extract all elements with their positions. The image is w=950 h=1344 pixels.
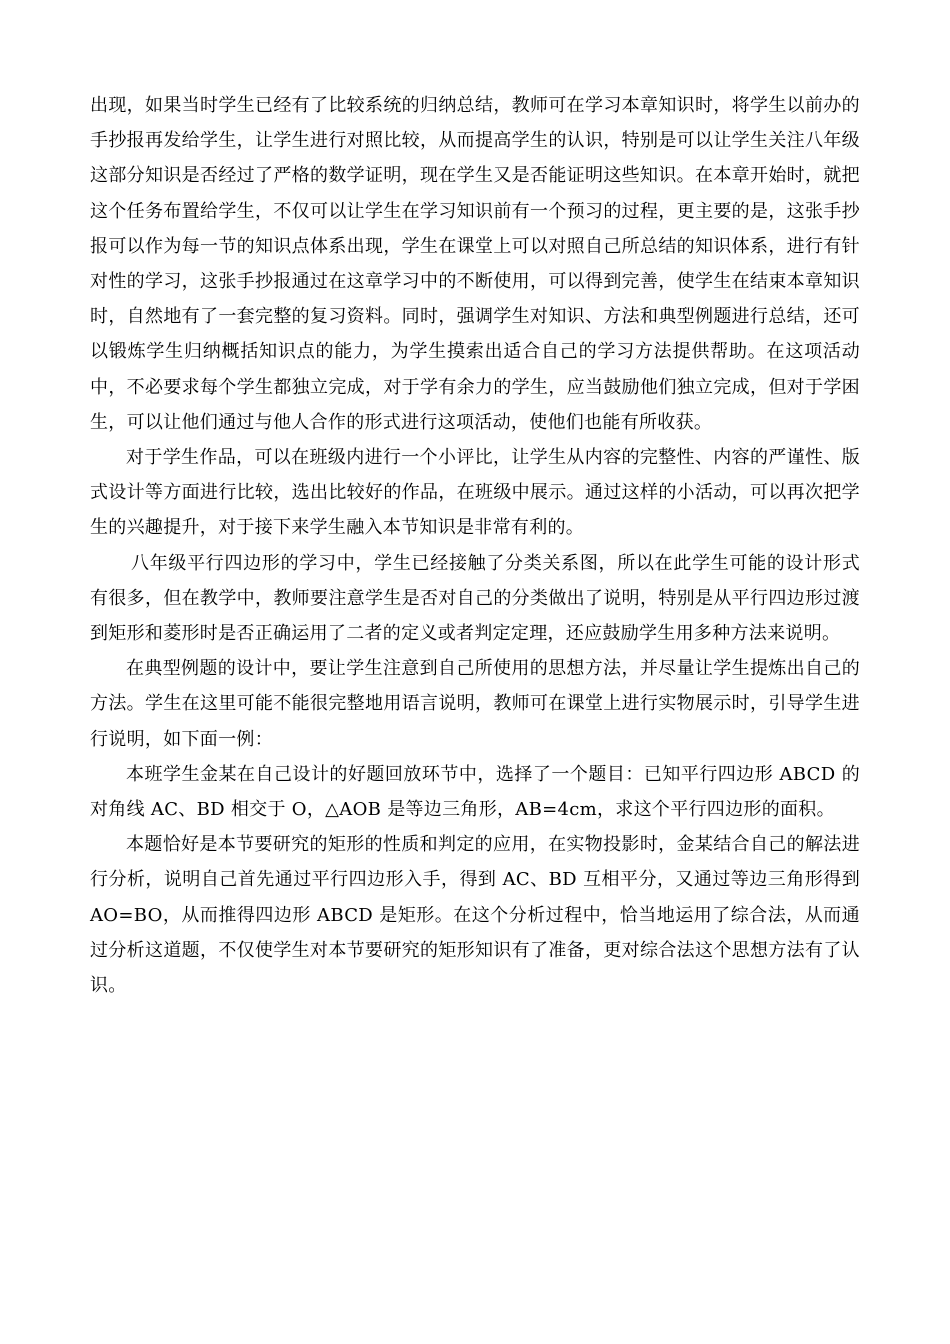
paragraph-problem-analysis: 本题恰好是本节要研究的矩形的性质和判定的应用，在实物投影时，金某结合自己的解法进行分析，说明自己首先通过平行四边形入手，得到 AC、BD 互相平分，又通过等边三角形得到 AO=BO，从而推得四边形 ABCD 是矩形。在这个分析过程中，恰当地运用了综合法，从而通过分析这道题，不仅使学生对本节要研究的矩形知识有了准备，更对综合法这个思想方法有了认识。	[90, 834, 860, 997]
paragraph-example-problem: 本班学生金某在自己设计的好题回放环节中，选择了一个题目：已知平行四边形 ABCD 的对角线 AC、BD 相交于 O，△AOB 是等边三角形，AB=4cm，求这个平行四边形的面积。	[90, 763, 860, 821]
document-page	[90, 88, 860, 1003]
paragraph-handout-review: 出现，如果当时学生已经有了比较系统的归纳总结，教师可在学习本章知识时，将学生以前办的手抄报再发给学生，让学生进行对照比较，从而提高学生的认识，特别是可以让学生关注八年级这部分知识是否经过了严格的数学证明，现在学生又是否能证明这些知识。在本章开始时，就把这个任务布置给学生，不仅可以让学生在学习知识前有一个预习的过程，更主要的是，这张手抄报可以作为每一节的知识点体系出现，学生在课堂上可以对照自己所总结的知识体系，进行有针对性的学习，这张手抄报通过在这章学习中的不断使用，可以得到完善，使学生在结束本章知识时，自然地有了一套完整的复习资料。同时，强调学生对知识、方法和典型例题进行总结，还可以锻炼学生归纳概括知识点的能力，为学生摸索出适合自己的学习方法提供帮助。在这项活动中，不必要求每个学生都独立完成，对于学有余力的学生，应当鼓励他们独立完成，但对于学困生，可以让他们通过与他人合作的形式进行这项活动，使他们也能有所收获。	[90, 95, 860, 433]
paragraph-classification-chart: 八年级平行四边形的学习中，学生已经接触了分类关系图，所以在此学生可能的设计形式有很多，但在教学中，教师要注意学生是否对自己的分类做出了说明，特别是从平行四边形过渡到矩形和菱形时是否正确运用了二者的定义或者判定定理，还应鼓励学生用多种方法来说明。	[90, 552, 860, 645]
paragraph-student-works: 对于学生作品，可以在班级内进行一个小评比，让学生从内容的完整性、内容的严谨性、版式设计等方面进行比较，选出比较好的作品，在班级中展示。通过这样的小活动，可以再次把学生的兴趣提升，对于接下来学生融入本节知识是非常有利的。	[90, 447, 860, 539]
paragraph-example-design: 在典型例题的设计中，要让学生注意到自己所使用的思想方法，并尽量让学生提炼出自己的方法。学生在这里可能不能很完整地用语言说明，教师可在课堂上进行实物展示时，引导学生进行说明，如下面一例：	[90, 658, 860, 750]
